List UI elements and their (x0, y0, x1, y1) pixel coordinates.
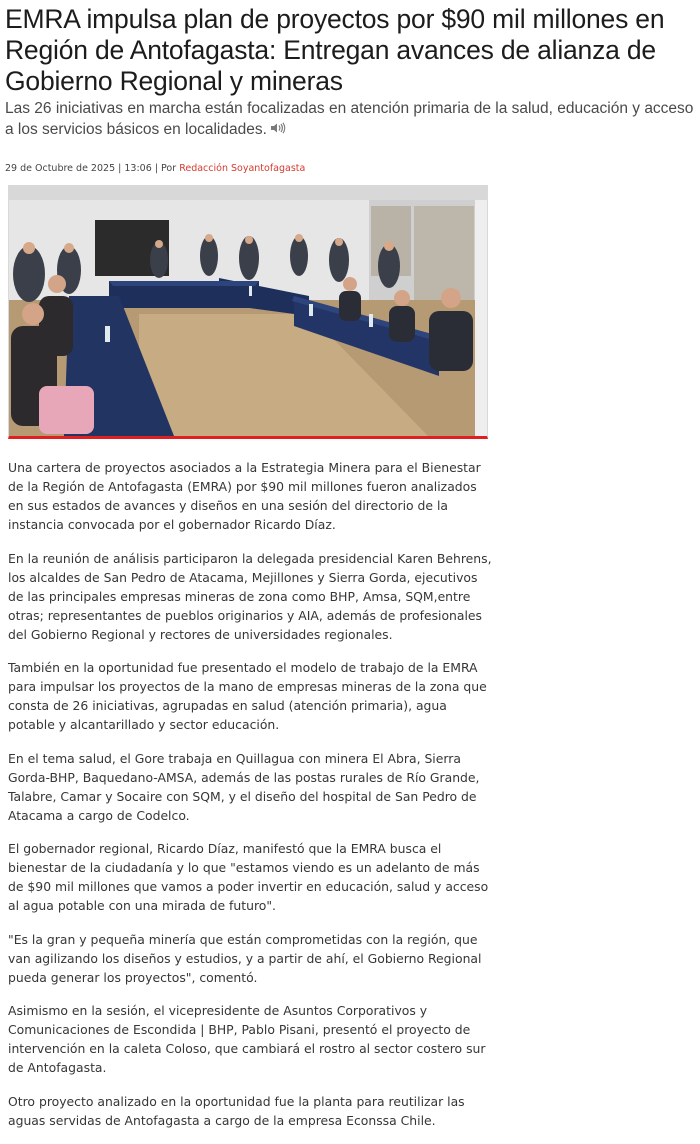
article-paragraph: "Es la gran y pequeña minería que están comprometidas con la región, que van agilizando los diseños y estudios, y a partir de ahí, el Gobierno Regional pueda generar los proyectos", comentó. (8, 931, 482, 985)
byline-separator: | (154, 163, 159, 174)
article-photo (8, 185, 488, 439)
article-byline (5, 163, 305, 174)
article-paragraph: En la reunión de análisis participaron la delegada presidencial Karen Behrens, los alcaldes de San Pedro de Atacama, Mejillones y Sierra Gorda, ejecutivos de las principales empresas mineras de zona como BHP, Amsa, SQM,entre otras; representantes de pueblos originarios y AIA, además de profesionales del Gobierno Regional y rectores de universidades regionales. (8, 550, 492, 642)
article-body (8, 458, 492, 1144)
byline-separator: | (118, 163, 122, 174)
article-date: 29 de Octubre de 2025 (5, 163, 116, 174)
article-paragraph: También en la oportunidad fue presentado el modelo de trabajo de la EMRA para impulsar los proyectos de la mano de empresas mineras de la zona que consta de 26 iniciativas, agrupadas en salud (atención primaria), agua potable y alcantarillado y sector educación. (8, 660, 487, 732)
author-link[interactable]: Redacción Soyantofagasta (179, 163, 306, 174)
meeting-room-illustration (9, 186, 487, 437)
article-paragraph: Asimismo en la sesión, el vicepresidente de Asuntos Corporativos y Comunicaciones de Escondida | BHP, Pablo Pisani, presentó el proyecto de intervención en la caleta Coloso, que cambiará el rostro al sector costero sur de Antofagasta. (8, 1003, 486, 1075)
article-paragraph: Una cartera de proyectos asociados a la Estrategia Minera para el Bienestar de la Región de Antofagasta (EMRA) por $90 mil millones fueron analizados en sus estados de avances y diseños en una sesión del directorio de la instancia convocada por el gobernador Ricardo Díaz. (8, 460, 481, 532)
article-subtitle (5, 98, 695, 140)
article-paragraph: Otro proyecto analizado en la oportunidad fue la planta para reutilizar las aguas servidas de Antofagasta a cargo de la empresa Econssa Chile. (8, 1093, 465, 1128)
article-title: EMRA impulsa plan de proyectos por $90 mil millones en Región de Antofagasta: Entregan avances de alianza de Gobierno Regional y mineras (5, 4, 665, 96)
article-subtitle-text: Las 26 iniciativas en marcha están focalizadas en atención primaria de la salud, educación y acceso a los servicios básicos en localidades. (5, 100, 694, 138)
article-paragraph: En el tema salud, el Gore trabaja en Quillagua con minera El Abra, Sierra Gorda-BHP, Baquedano-AMSA, además de las postas rurales de Río Grande, Talabre, Camar y Socaire con SQM, y el diseño del hospital de San Pedro de Atacama a cargo de Codelco. (8, 750, 480, 823)
byline-by-label: Por (161, 163, 177, 174)
article-time: 13:06 (124, 163, 152, 174)
article-paragraph: El gobernador regional, Ricardo Díaz, manifestó que la EMRA busca el bienestar de la ciudadanía y lo que "estamos viendo es un adelanto de más de $90 mil millones que vamos a poder invertir en educación, salud y acceso al agua potable con una mirada de futuro". (8, 841, 489, 913)
speaker-icon[interactable] (270, 119, 286, 140)
